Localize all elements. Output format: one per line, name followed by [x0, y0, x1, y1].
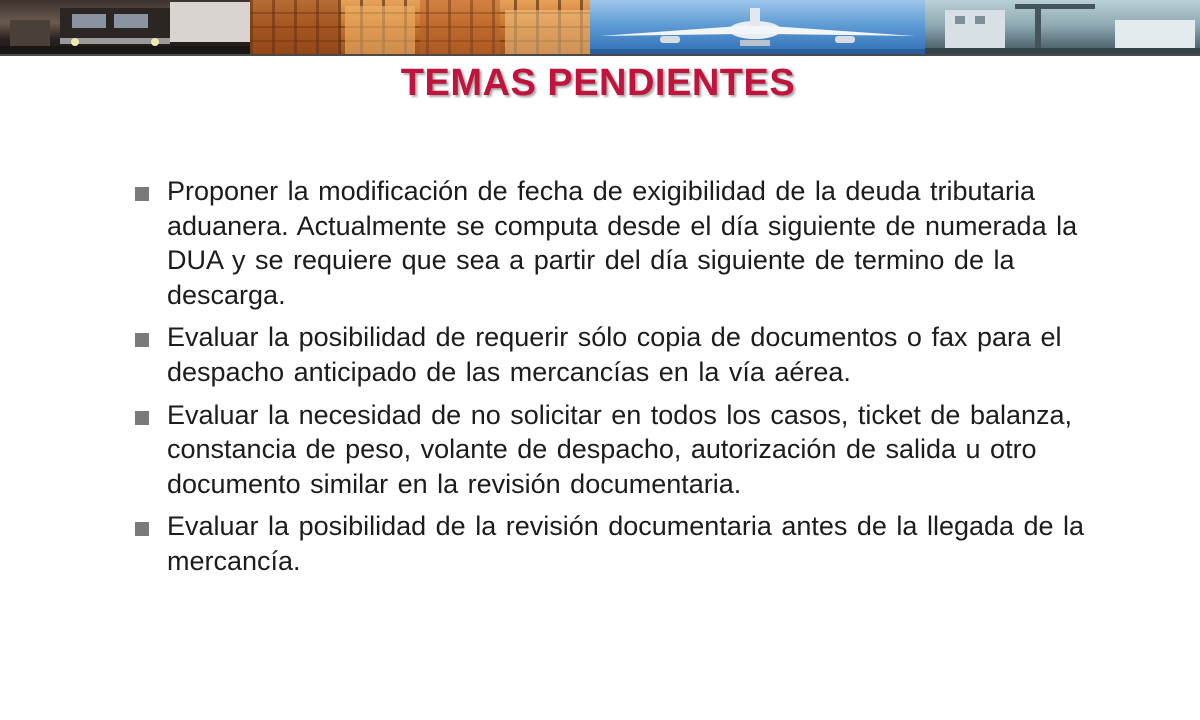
bullet-text: Evaluar la posibilidad de requerir sólo copia de documentos o fax para el despacho anticipado de las mercancías en la vía aérea. [167, 322, 1062, 387]
airplane-photo [590, 0, 925, 56]
bullet-text: Evaluar la necesidad de no solicitar en todos los casos, ticket de balanza, constancia de peso, volante de despacho, autorización de salida u otro documento similar en la revisión documentaria. [167, 399, 1073, 499]
truck-photo [0, 0, 250, 56]
square-bullet-icon [135, 411, 149, 425]
square-bullet-icon [135, 187, 149, 201]
bullet-list [133, 174, 1133, 587]
port-crane-icon [925, 0, 1200, 56]
list-item [133, 398, 1133, 502]
slide-title: TEMAS PENDIENTES [400, 62, 796, 104]
list-item [133, 509, 1133, 578]
cargo-boxes-photo [250, 0, 590, 56]
airplane-icon [590, 0, 925, 56]
square-bullet-icon [135, 333, 149, 347]
list-item [133, 174, 1133, 312]
banner-divider [0, 54, 1200, 56]
list-item [133, 320, 1133, 389]
bullet-text: Evaluar la posibilidad de la revisión documentaria antes de la llegada de la mercancía. [167, 511, 1085, 576]
cargo-boxes-icon [250, 0, 590, 56]
port-crane-photo [925, 0, 1200, 56]
truck-icon [0, 0, 250, 56]
square-bullet-icon [135, 522, 149, 536]
bullet-text: Proponer la modificación de fecha de exigibilidad de la deuda tributaria aduanera. Actualmente se computa desde el día siguiente de numerada la DUA y se requiere que sea a partir del día siguiente de termino de la descarga. [167, 176, 1078, 310]
header-banner [0, 0, 1200, 56]
